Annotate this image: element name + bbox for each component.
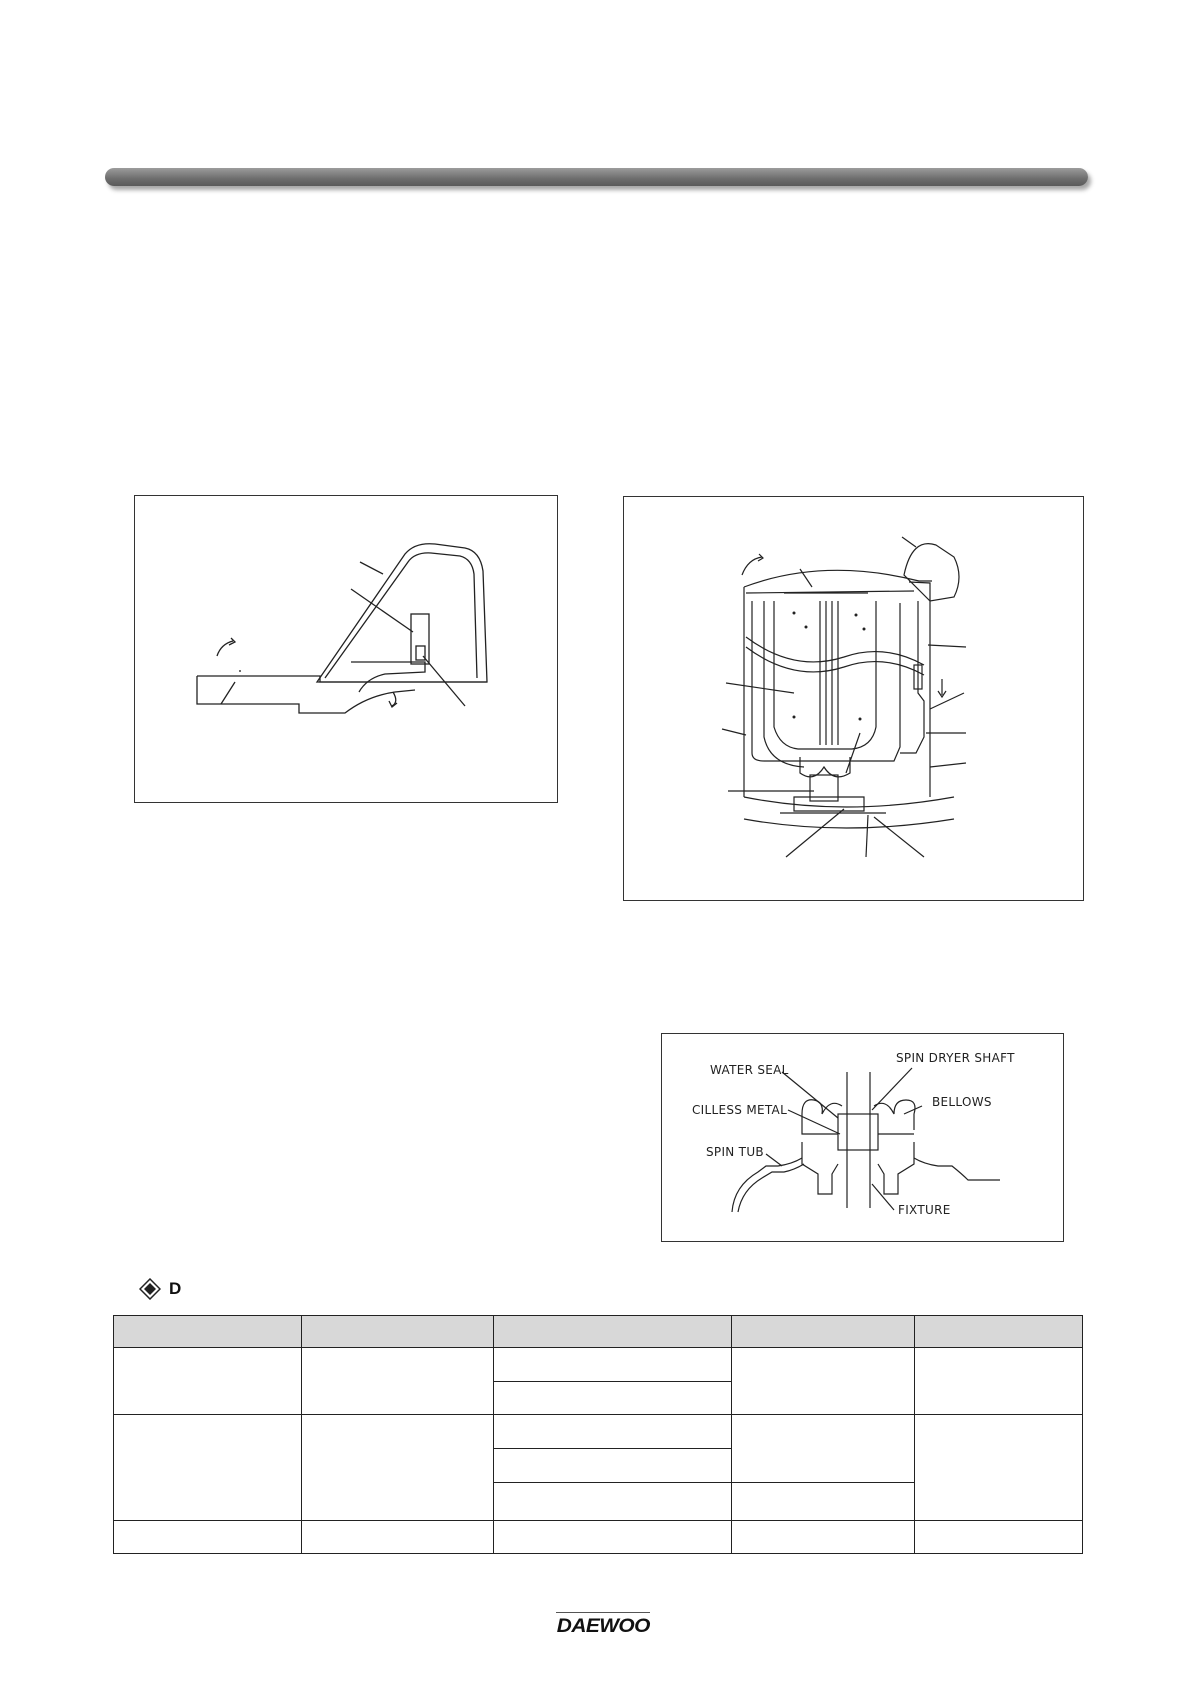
- table-cell: [114, 1521, 302, 1554]
- section-heading: [139, 1278, 181, 1300]
- table-cell: [915, 1415, 1083, 1521]
- figure-water-seal-detail: [661, 1033, 1064, 1242]
- brand-rule: [556, 1612, 650, 1613]
- table-cell: [114, 1415, 302, 1521]
- lid-cross-section-drawing: [135, 496, 559, 804]
- spin-tub-drawing: [624, 497, 1085, 902]
- figure-spin-tub-cross-section: [623, 496, 1084, 901]
- table-header-cell: [302, 1316, 494, 1348]
- water-seal-drawing: [662, 1034, 1065, 1243]
- table-cell: [732, 1415, 915, 1483]
- table-row: [114, 1415, 1083, 1449]
- table-cell: [732, 1521, 915, 1554]
- table-header-cell: [114, 1316, 302, 1348]
- section-title-bar: [105, 168, 1088, 186]
- brand-footer: [556, 1612, 650, 1638]
- table-cell: [302, 1415, 494, 1521]
- table-cell: [302, 1348, 494, 1415]
- table-header-cell: [494, 1316, 732, 1348]
- table-cell: [915, 1521, 1083, 1554]
- water-seal-label: WATER SEAL: [710, 1063, 789, 1077]
- table-row: [114, 1348, 1083, 1382]
- table-header-cell: [915, 1316, 1083, 1348]
- table-cell: [494, 1449, 732, 1483]
- bellows-label: BELLOWS: [932, 1095, 992, 1109]
- table-cell: [302, 1521, 494, 1554]
- brand-logo: DAEWOO: [556, 1616, 650, 1637]
- table-cell: [494, 1415, 732, 1449]
- table-cell: [494, 1521, 732, 1554]
- figure-lid-cross-section: [134, 495, 558, 803]
- table-cell: [114, 1348, 302, 1415]
- spin-tub-label: SPIN TUB: [706, 1145, 764, 1159]
- table-cell: [732, 1483, 915, 1521]
- table-header-cell: [732, 1316, 915, 1348]
- table-cell: [915, 1348, 1083, 1415]
- table-cell: [494, 1382, 732, 1415]
- fixture-label: FIXTURE: [898, 1203, 951, 1217]
- table-cell: [732, 1348, 915, 1415]
- oilless-metal-label: CILLESS METAL: [692, 1103, 788, 1117]
- table-cell: [494, 1483, 732, 1521]
- table-row: [114, 1521, 1083, 1554]
- spin-dryer-shaft-label: SPIN DRYER SHAFT: [896, 1051, 1015, 1065]
- section-heading-letter: D: [169, 1279, 182, 1298]
- table-header-row: [114, 1316, 1083, 1348]
- table-cell: [494, 1348, 732, 1382]
- diamond-icon: [139, 1278, 161, 1300]
- spec-table: [113, 1315, 1083, 1554]
